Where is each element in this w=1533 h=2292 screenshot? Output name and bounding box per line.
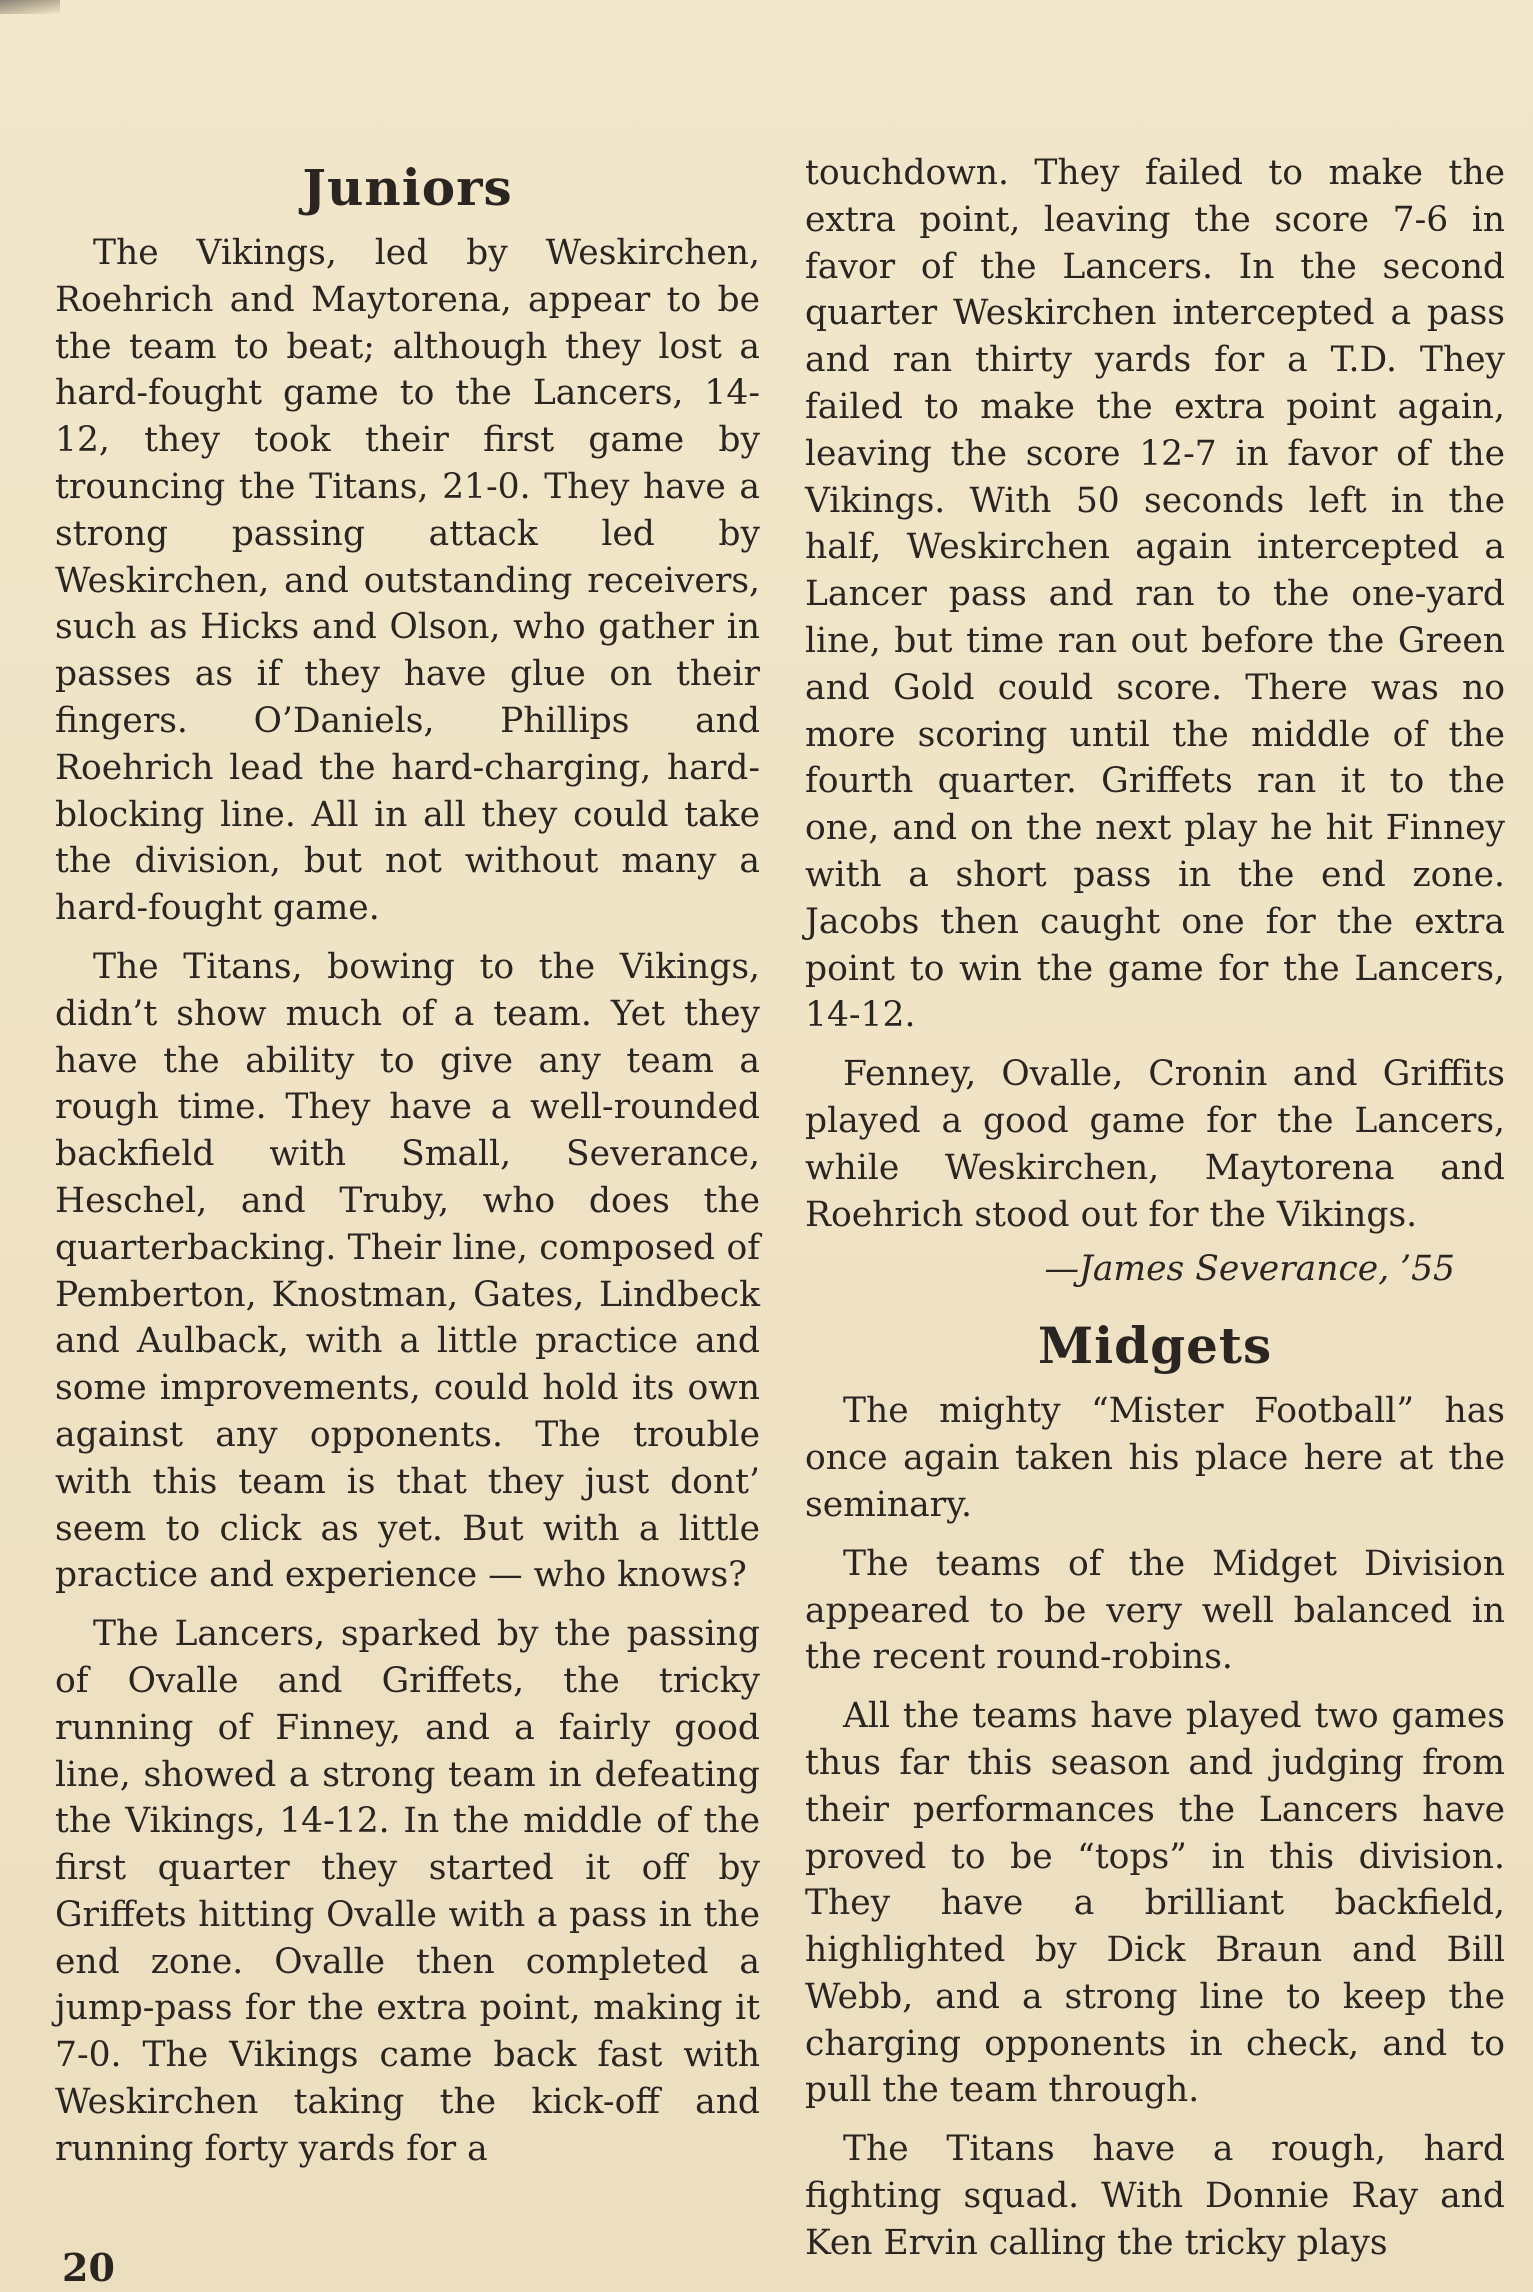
midgets-paragraph-titans: The Titans have a rough, hard fighting squad. With Donnie Ray and Ken Ervin calling the tricky plays [805,2129,1505,2263]
midgets-paragraph-balance: The teams of the Midget Division appeared to be very well balanced in the recent round-robins. [805,1543,1505,1678]
right-column [805,150,1505,2279]
juniors-paragraph-standouts: Fenney, Ovalle, Cronin and Griffits played a good game for the Lancers, while Weskirchen, Maytorena and Roehrich stood out for the Vikings. [805,1054,1505,1235]
juniors-paragraph-game-continued: touchdown. They failed to make the extra point, leaving the score 7-6 in favor of the Lancers. In the second quarter Weskirchen intercepted a pass and ran thirty yards for a T.D. They failed to make the extra point again, leaving the score 12-7 in favor of the Vikings. With 50 seconds left in the half, Weskirchen again intercepted a Lancer pass and ran to the one-yard line, but time ran out before the Green and Gold could score. There was no more scoring until the middle of the fourth quarter. Griffets ran it to the one, and on the next play he hit Finney with a short pass in the end zone. Jacobs then caught one for the extra point to win the game for the Lancers, 14-12. [805,153,1505,1036]
juniors-paragraph-titans: The Titans, bowing to the Vikings, didn’t show much of a team. Yet they have the ability to give any team a rough time. They have a well-rounded backfield with Small, Severance, Heschel, and Truby, who does the quarterbacking. Their line, composed of Pemberton, Knostman, Gates, Lindbeck and Aulback, with a little practice and some improvements, could hold its own against any opponents. The trouble with this team is that they just dont’ seem to click as yet. But with a little practice and experience — who knows? [55,946,760,1596]
juniors-paragraph-vikings: The Vikings, led by Weskirchen, Roehrich and Maytorena, appear to be the team to beat; although they lost a hard-fought game to the Lancers, 14-12, they took their first game by trouncing the Titans, 21-0. They have a strong passing attack led by Weskirchen, and outstanding receivers, such as Hicks and Olson, who gather in passes as if they have glue on their fingers. O’Daniels, Phillips and Roehrich lead the hard-charging, hard-blocking line. All in all they could take the division, but not without many a hard-fought game. [55,233,760,929]
page-number: 20 [62,2245,115,2290]
juniors-author-signature: —James Severance, ’55 [1044,1249,1455,1290]
juniors-heading: Juniors [302,158,513,217]
midgets-paragraph-intro: The mighty “Mister Football” has once again taken his place here at the seminary. [805,1391,1505,1525]
page-corner-shadow [0,0,60,14]
juniors-paragraph-lancers: The Lancers, sparked by the passing of Ovalle and Griffets, the tricky running of Finney, and a fairly good line, showed a strong team in defeating the Vikings, 14-12. In the middle of the first quarter they started it off by Griffets hitting Ovalle with a pass in the end zone. Ovalle then completed a jump-pass for the extra point, making it 7-0. The Vikings came back fast with Weskirchen taking the kick-off and running forty yards for a [55,1614,760,2169]
midgets-heading: Midgets [1037,1316,1273,1376]
midgets-paragraph-lancers: All the teams have played two games thus far this season and judging from their performances the Lancers have proved to be “tops” in this division. They have a brilliant backfield, highlighted by Dick Braun and Bill Webb, and a strong line to keep the charging opponents in check, and to pull the team through. [805,1696,1505,2111]
left-column [55,150,760,2185]
